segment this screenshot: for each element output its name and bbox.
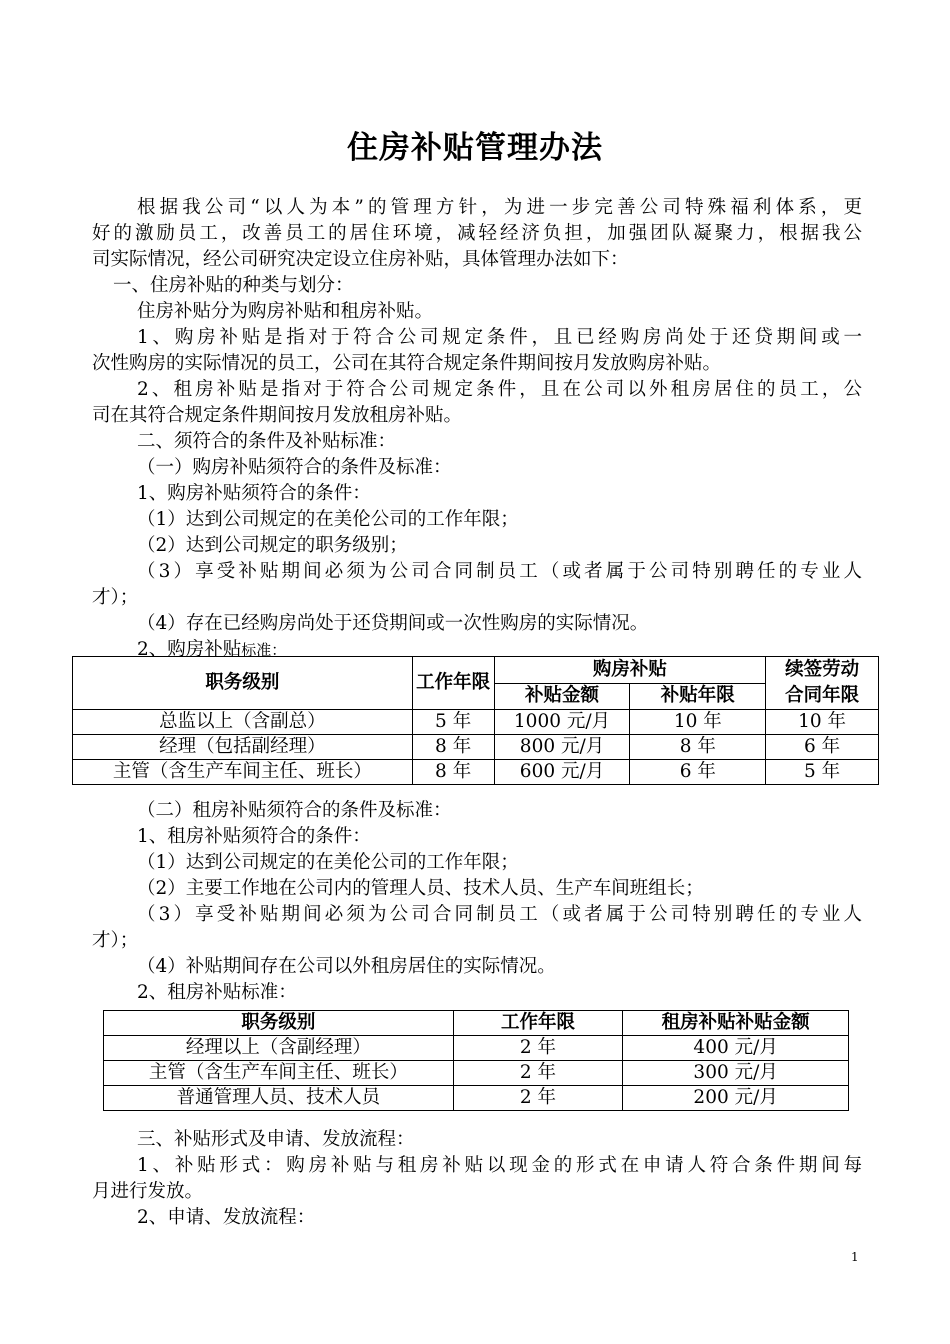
paragraph: 次性购房的实际情况的员工，公司在其符合规定条件期间按月发放购房补贴。 [92,353,722,374]
subsection-heading: （一）购房补贴须符合的条件及标准： [137,457,452,478]
table-row [73,760,879,785]
page-title: 住房补贴管理办法 [347,130,603,166]
intro-line-2: 好的激励员工，改善员工的居住环境，减轻经济负担，加强团队凝聚力，根据我公 [92,223,862,244]
column-header-years: 工作年限 [453,1011,623,1036]
list-item: （1）达到公司规定的在美伦公司的工作年限； [137,509,519,530]
table-row [104,1086,849,1111]
column-header-renew [766,657,879,710]
list-item: （4）补贴期间存在公司以外租房居住的实际情况。 [137,956,556,977]
cell: 200 元/月 [623,1086,849,1111]
table-2-caption: 2、租房补贴标准： [137,982,297,1003]
cell: 8 年 [412,735,494,760]
paragraph: 司在其符合规定条件期间按月发放租房补贴。 [92,405,463,426]
table-row [73,710,879,735]
cell: 10 年 [630,710,766,735]
page-number: 1 [851,1250,859,1264]
section-1-heading: 一、住房补贴的种类与划分： [113,275,354,296]
cell: 1000 元/月 [494,710,630,735]
column-header-level: 职务级别 [73,657,413,710]
cell: 5 年 [412,710,494,735]
cell: 800 元/月 [494,735,630,760]
table-row [73,735,879,760]
cell: 普通管理人员、技术人员 [104,1086,454,1111]
table-1-caption: 2、购房补贴 [137,639,242,660]
column-header-level: 职务级别 [104,1011,454,1036]
list-item: （2）达到公司规定的职务级别； [137,535,408,556]
purchase-subsidy-table [72,656,879,785]
paragraph: 1、租房补贴须符合的条件： [137,826,371,847]
cell: 400 元/月 [623,1036,849,1061]
cell: 6 年 [630,760,766,785]
cell: 8 年 [630,735,766,760]
list-item: （4）存在已经购房尚处于还贷期间或一次性购房的实际情况。 [137,613,649,634]
cell: 300 元/月 [623,1061,849,1086]
header-text: 续签劳动 [785,659,860,680]
list-item: 才）； [92,587,139,608]
table-1-caption-small: 标准： [241,641,287,659]
header-text: 合同年限 [785,685,860,706]
column-header-subyears: 补贴年限 [630,683,766,710]
paragraph: 2、申请、发放流程： [137,1207,316,1228]
cell: 总监以上（含副总） [73,710,413,735]
paragraph: 1、购房补贴是指对于符合公司规定条件，且已经购房尚处于还贷期间或一 [137,327,862,348]
cell: 主管（含生产车间主任、班长） [104,1061,454,1086]
column-header-amount: 租房补贴补贴金额 [623,1011,849,1036]
cell: 经理（包括副经理） [73,735,413,760]
cell: 经理以上（含副经理） [104,1036,454,1061]
cell: 2 年 [453,1036,623,1061]
cell: 5 年 [766,760,879,785]
column-group-purchase: 购房补贴 [494,657,766,684]
paragraph: 1、购房补贴须符合的条件： [137,483,371,504]
table-row [104,1036,849,1061]
list-item: （2）主要工作地在公司内的管理人员、技术人员、生产车间班组长； [137,878,704,899]
cell: 10 年 [766,710,879,735]
cell: 2 年 [453,1086,623,1111]
cell: 6 年 [766,735,879,760]
section-3-heading: 三、补贴形式及申请、发放流程： [137,1129,415,1150]
list-item: （3）享受补贴期间必须为公司合同制员工（或者属于公司特别聘任的专业人 [137,561,862,582]
column-header-amount: 补贴金额 [494,683,630,710]
paragraph: 住房补贴分为购房补贴和租房补贴。 [137,301,434,322]
table-row [104,1061,849,1086]
list-item: （3）享受补贴期间必须为公司合同制员工（或者属于公司特别聘任的专业人 [137,904,862,925]
subsection-heading: （二）租房补贴须符合的条件及标准： [137,800,452,821]
cell: 主管（含生产车间主任、班长） [73,760,413,785]
intro-line-1: 根据我公司“以人为本”的管理方针，为进一步完善公司特殊福利体系，更 [137,197,862,218]
cell: 2 年 [453,1061,623,1086]
column-header-years: 工作年限 [412,657,494,710]
cell: 600 元/月 [494,760,630,785]
cell: 8 年 [412,760,494,785]
paragraph: 2、租房补贴是指对于符合公司规定条件，且在公司以外租房居住的员工，公 [137,379,862,400]
intro-line-3: 司实际情况，经公司研究决定设立住房补贴，具体管理办法如下： [92,249,629,270]
section-2-heading: 二、须符合的条件及补贴标准： [137,431,397,452]
list-item: 才）； [92,930,139,951]
rent-subsidy-table [103,1010,849,1111]
paragraph: 1、补贴形式：购房补贴与租房补贴以现金的形式在申请人符合条件期间每 [137,1155,862,1176]
paragraph: 月进行发放。 [92,1181,204,1202]
list-item: （1）达到公司规定的在美伦公司的工作年限； [137,852,519,873]
